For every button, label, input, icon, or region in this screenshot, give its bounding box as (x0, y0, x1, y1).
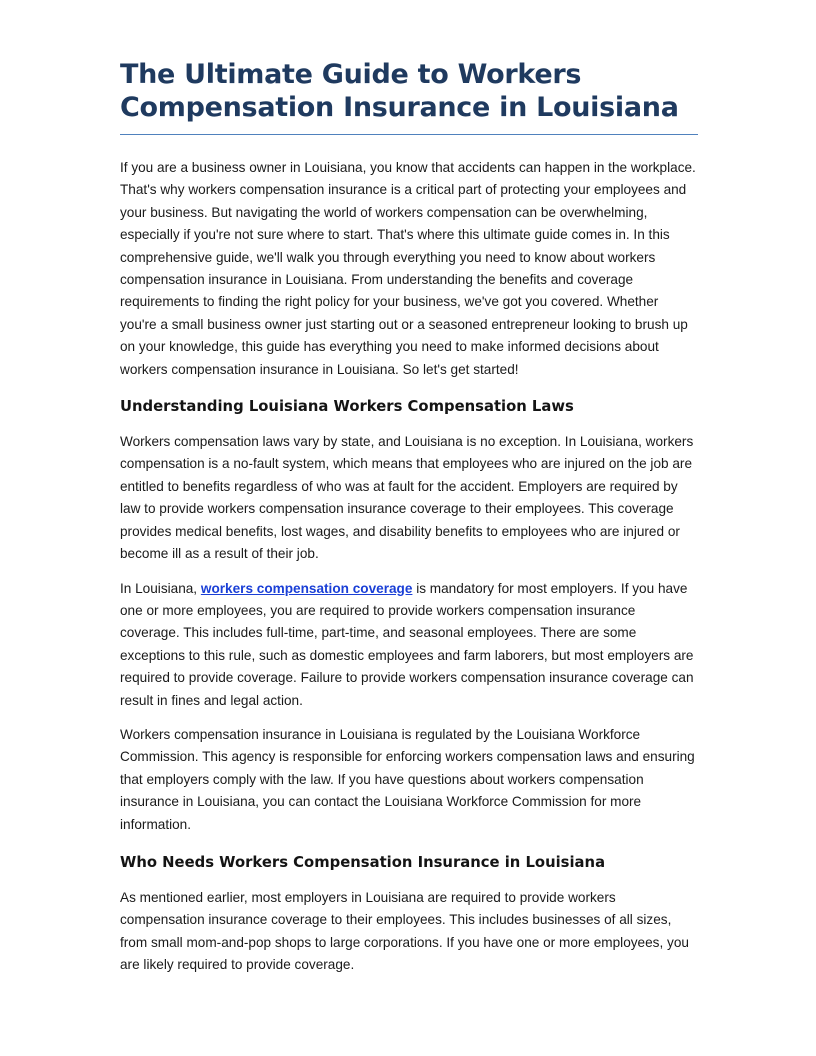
section-heading-who-needs: Who Needs Workers Compensation Insurance in Louisiana (120, 853, 606, 871)
section-heading-laws: Understanding Louisiana Workers Compensation Laws (120, 398, 574, 416)
who-needs-paragraph-1: As mentioned earlier, most employers in Louisiana are required to provide workers compensation insurance coverage to their employees. This includes businesses of all sizes, from small mom-and-pop shops to large corporations. If you have one or more employees, you are likely required to provide coverage. (120, 889, 689, 973)
intro-paragraph: If you are a business owner in Louisiana, you know that accidents can happen in the workplace. That's why workers compensation insurance is a critical part of protecting your employees and your business. But navigating the world of workers compensation can be overwhelming, especially if you're not sure where to start. That's where this ultimate guide comes in. In this comprehensive guide, we'll walk you through everything you need to know about workers compensation insurance in Louisiana. From understanding the benefits and coverage requirements to finding the right policy for your business, we've got you covered. Whether you're a small business owner just starting out or a seasoned entrepreneur looking to brush up on your knowledge, this guide has everything you need to make informed decisions about workers compensation insurance in Louisiana. So let's get started! (120, 160, 696, 377)
laws-paragraph-3: Workers compensation insurance in Louisiana is regulated by the Louisiana Workforce Commission. This agency is responsible for enforcing workers compensation laws and ensuring that employers comply with the law. If you have questions about workers compensation insurance in Louisiana, you can contact the Louisiana Workforce Commission for more information. (120, 726, 695, 832)
laws-paragraph-2-lead: In Louisiana, (120, 580, 201, 596)
laws-paragraph-2 (120, 578, 698, 712)
title-divider (120, 134, 698, 135)
laws-paragraph-2-rest: is mandatory for most employers. If you have one or more employees, you are required to provide workers compensation insurance coverage. This includes full-time, part-time, and seasonal employees. There are some exceptions to this rule, such as domestic employees and farm laborers, but most employers are required to provide coverage. Failure to provide workers compensation insurance coverage can result in fines and legal action. (120, 580, 694, 708)
laws-paragraph-1: Workers compensation laws vary by state, and Louisiana is no exception. In Louisiana, workers compensation is a no-fault system, which means that employees who are injured on the job are entitled to benefits regardless of who was at fault for the accident. Employers are required by law to provide workers compensation insurance coverage to their employees. This coverage provides medical benefits, lost wages, and disability benefits to employees who are injured or become ill as a result of their job. (120, 434, 694, 562)
workers-compensation-coverage-link[interactable]: workers compensation coverage (200, 580, 413, 596)
document-page (120, 58, 698, 977)
page-title: The Ultimate Guide to Workers Compensation Insurance in Louisiana (120, 59, 679, 123)
